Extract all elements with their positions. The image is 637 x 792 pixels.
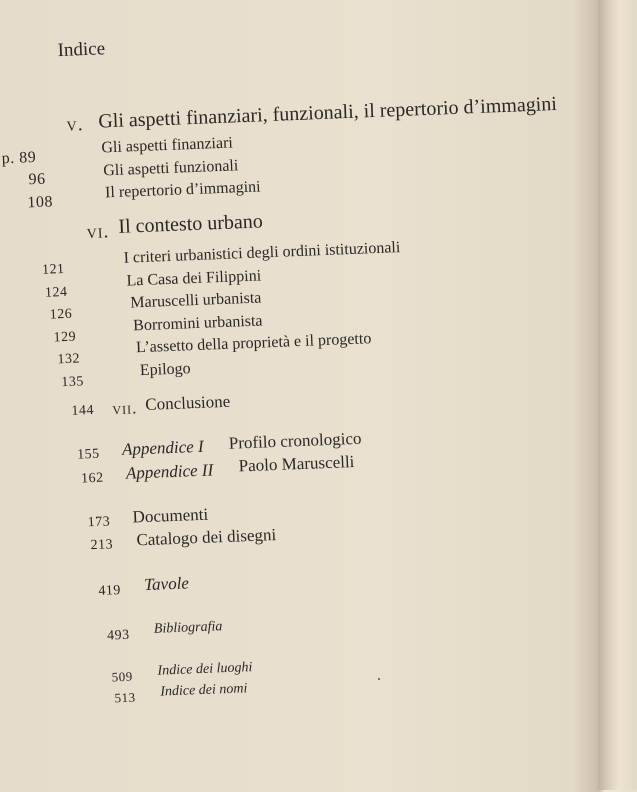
toc-entry-title: Indice dei nomi [160, 681, 248, 700]
toc-entry-title: Borromini urbanista [132, 312, 263, 335]
toc-page-number: p. 89 [1, 148, 37, 168]
chapter-5-title: Gli aspetti finanziari, funzionali, il repertorio d’immagini [97, 92, 558, 133]
toc-page-number: 124 [44, 284, 68, 301]
book-gutter [598, 0, 637, 790]
speck [378, 678, 380, 680]
toc-page-number: 509 [111, 668, 133, 685]
toc-entry-title: Epilogo [139, 360, 191, 380]
toc-entry-title: Maruscelli urbanista [130, 289, 262, 312]
toc-page-number: 419 [98, 583, 122, 599]
toc-page-number: 108 [27, 193, 54, 212]
chapter-7-title: Conclusione [144, 391, 231, 414]
toc-page-number: 155 [76, 446, 100, 463]
toc-page-number: 121 [41, 261, 65, 278]
toc-page-number: 493 [106, 627, 130, 644]
toc-entry-title: Gli aspetti finanziari [101, 134, 234, 157]
toc-page-number: 126 [49, 306, 73, 323]
chapter-5-numeral: v. [66, 113, 85, 136]
toc-entry-title: Catalogo dei disegni [136, 525, 277, 550]
toc-entry-title: Tavole [143, 573, 190, 595]
page-title: Indice [57, 38, 106, 62]
toc-page-number: 132 [57, 351, 81, 368]
toc-page-number: 213 [90, 537, 114, 554]
toc-entry-title: L’assetto della proprietà e il progetto [135, 330, 372, 357]
toc-entry-title: Il repertorio d’immagini [104, 178, 261, 202]
toc-entry-title: Documenti [132, 504, 209, 527]
appendix-title: Profilo cronologico [228, 428, 362, 453]
chapter-6-numeral: vi. [86, 220, 110, 244]
toc-entry-title: Indice dei luoghi [157, 660, 253, 679]
toc-entry-title: La Casa dei Filippini [126, 267, 262, 290]
toc-page-number: 129 [53, 329, 77, 346]
toc-entry-title: Gli aspetti funzionali [102, 157, 239, 180]
toc-page-number: 135 [61, 374, 85, 391]
toc-entry-title: Bibliografia [153, 619, 223, 637]
chapter-7-numeral: vii. [112, 398, 138, 419]
appendix-label: Appendice II [125, 460, 214, 483]
toc-page-number: 144 [71, 402, 95, 419]
toc-page-number: 513 [114, 689, 136, 706]
toc-entry-title: I criteri urbanistici degli ordini istituzionali [123, 239, 401, 267]
chapter-6-title: Il contesto urbano [118, 210, 264, 238]
toc-page-number: 173 [87, 514, 111, 531]
toc-page-number: 162 [80, 470, 104, 487]
toc-page-number: 96 [28, 170, 46, 189]
appendix-title: Paolo Maruscelli [238, 452, 355, 476]
appendix-label: Appendice I [121, 436, 204, 459]
